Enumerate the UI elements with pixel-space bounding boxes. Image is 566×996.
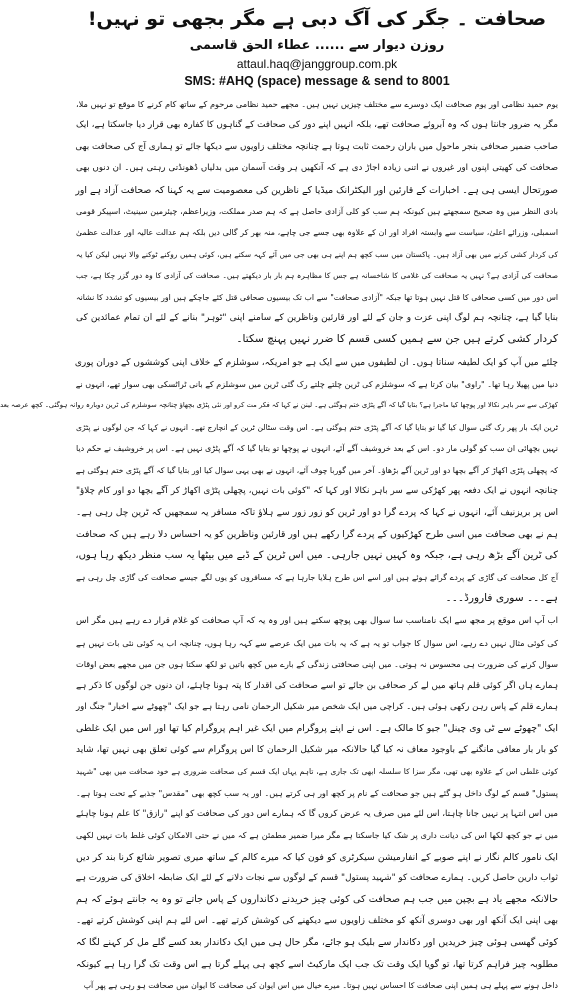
article-paragraph [76,611,558,996]
paragraph-line: اسمبلی، وزرائے اعلیٰ، سیاست سے وابستہ افراد اور ان کے علاوہ بھی جسے جی چاہے، منہ بھر کر گالی دیں بلکہ ہم عدالت عالیہ اور عدالت عظمیٰ [76,228,558,238]
paragraph-line: کو بار بار معافی مانگنے کے باوجود معاف نہ کیا گیا حالانکہ میر شکیل الرحمان کا اس پروگرام سے کوئی تعلق بھی نہیں تھا، شاید [76,744,558,755]
article-paragraph [76,94,558,351]
paragraph-line: بادی النظر میں وہ صحیح سمجھتے ہیں کیونکہ ہم سب کو کلی آزادی حاصل ہے کہ ہم صدر مملکت، وزیراعظم، چیئرمین سینیٹ، اسپیکر قومی [76,206,559,216]
paragraph-line: آج کل صحافت کی گاڑی کے پردے گرائے ہوئے ہیں اور اسے اس طرح ہلایا جارہا ہے کہ مسافروں کو یوں لگے جیسے صحافت کی گاڑی چل رہی ہے [76,572,558,582]
paragraph-line: میں اس انتہا پر نہیں جانا چاہتا، اس لئے میں صرف یہ عرض کروں گا کہ ہمارے اس دور کی صحافت کو اپنے "رازق" کا علم ہونا چاہئے [76,808,558,819]
paragraph-line: دنیا میں پھیلا رہا تھا۔ "راوی" بیان کرتا ہے کہ سوشلزم کی ٹرین چلتے چلتے رک گئی ٹرین میں سوشلزم کے بانی ٹراٹسکی بھی سوار تھے، انہوں نے [75,380,558,390]
sms-instructions: SMS: #AHQ (space) message & send to 8001 [184,74,450,88]
article-paragraph [0,353,558,610]
paragraph-line: ہم نے بھی صحافت میں اسی طرح کھڑکیوں کے پردے گرا رکھے ہیں اور قارئین وناظرین کو یہ احساس دلا رہے ہیں کہ صحافت [76,528,558,540]
paragraph-line: سوال کرنے کی ضرورت ہی محسوس نہ ہوتی۔ میں اپنی صحافتی زندگی کے بارے میں کچھ باتیں تو لکھ سکتا ہوں جن میں مجھے بعض اوقات [76,659,558,670]
paragraph-line: صحافت کی کھیتی اپنوں اور غیروں نے اتنی زیادہ اجاڑ دی ہے کہ آنکھیں ہر وقت آسمان میں بدلیاں ڈھونڈتی رہتی ہیں۔ ان دنوں بھی [76,163,558,174]
paragraph-line: کوئی غلطی اس کے علاوہ بھی تھی، مگر سزا کا سلسلہ ابھی تک جاری ہے، تاہم یہاں ایک قسم کی صحافت ضروری ہے خود صحافت میں بھی "شہید [76,767,558,777]
paragraph-line: نہیں بچھائی ان سب کو گولی مار دو۔ اس کے بعد خروشیف آگے آئے، انہوں نے پوچھا تو بتایا گیا کہ آگے پٹڑی نہیں ہے۔ اس پر خروشیف نے حکم دیا [76,444,558,454]
paragraph-line: کہ پچھلی پٹڑی اکھاڑ کر آگے بچھا دو اور ٹرین آگے بڑھاؤ۔ آخر میں گوربا چوف آئے، انہوں نے بھی یہی سوال کیا اور بتایا گیا کہ آگے پٹڑی ختم ہوگئی ہے [75,465,558,475]
paragraph-line: ایک نامور کالم نگار نے اپنے صوبے کے انفارمیشن سیکرٹری کو فون کیا کہ میرے کالم کے ساتھ میری تصویر شائع کرنا بند کر دیں [76,851,558,863]
paragraph-line: ہے۔۔۔ سوری فارورڈ۔۔۔ [445,591,558,604]
article-byline: روزن دیوار سے ...... عطاء الحق قاسمی [189,38,445,53]
paragraph-line: اس دور میں کسی صحافی کا قتل نہیں ہوتا تھا جبکہ "آزادی صحافت" سے اب تک بیسیوں صحافی قتل کئے جاچکے ہیں اور بیسیوں کو تشدد کا نشانہ [76,292,558,302]
paragraph-line: صاحب ضمیر صحافی بنجر ماحول میں باران رحمت ثابت ہوتا ہے چنانچہ مختلف زاویوں سے دیکھا جائے تو ہماری آج کی صحافت بھی [75,141,558,152]
paragraph-line: کوئی گھسی ہوئی چیز خریدیں اور دکاندار سے بلیک ہو جائے، مگر حال ہی میں ایک دکاندار بعد کسے گلے مل کر کہنے لگا کہ [76,937,558,949]
paragraph-line: چنانچہ انہوں نے ایک دفعہ پھر کھڑکی سے سر باہر نکالا اور کہا کہ "کوئی بات نہیں، پچھلی پٹڑی اکھاڑ کر آگے بچھا دو اور کام چلاؤ" [76,486,558,497]
paragraph-line: کی ٹرین آگے بڑھ رہی ہے، جبکہ وہ کہیں نہیں جارہی۔ میں اس ٹرین کے ڈبے میں بیٹھا یہ سب منظر دیکھ رہا ہوں، [75,550,558,562]
paragraph-line: بنایا گیا ہے، چنانچہ ہم لوگ اپنی عزت و جان کے لئے اور قارئین وناظرین کے سامنے اپنی "ٹوہر" بنانے کے لئے ان تمام عمائدین کی [76,312,558,323]
paragraph-line: اس پر بریزنیف آئے، انہوں نے کہا کہ پردے گرا دو اور ٹرین کو زور زور سے ہلاؤ تاکہ مسافر یہ سمجھیں کہ ٹرین چل رہی ہے۔ [76,507,558,519]
paragraph-line: ہمارے ہاں اگر کوئی قلم ہاتھ میں لے کر صحافی بن جائے تو اسے صحافت کی اقدار کا پتہ ہونا چاہئے، ان دنوں جن لوگوں کا ذکر ہے [76,680,558,691]
paragraph-line: کی کردار کشی کرنے میں بھی آزاد ہیں۔ پاکستان میں سب کچھ ہم اپنے ہی بھی جی میں آئے کہہ سکتے ہیں، کوئی ہمیں روکنے ٹوکنے والا نہیں لیکن کیا یہ [76,249,558,259]
paragraph-line: داخل ہونے سے پہلے ہی ہمیں اپنی صحافت کا احساس نہیں ہوتا۔ میرے خیال میں اس ایوان کی صحافت کا ایوان میں صحافت ہو رہی ہے پھر آپ [83,981,558,991]
paragraph-line: ہمارے قلم کے پاس رہن رکھی ہوئی ہیں۔ کراچی میں ایک شخص میر شکیل الرحمان نامی رہتا ہے جو ایک "چھوٹے سے اخبار" جنگ اور [76,701,558,712]
paragraph-line: پستول" قسم کے لوگ داخل ہو گئے ہیں جو صحافت کے نام پر کچھ اور ہی کرتے ہیں۔ اور یہ سب کچھ بھی "مقدس" جذبے کے تحت ہوتا ہے۔ [76,787,558,798]
paragraph-line: یوم حمید نظامی اور یوم صحافت ایک دوسرے سے مختلف چیزیں نہیں ہیں۔ مجھے حمید نظامی مرحوم کے ساتھ کام کرنے کا موقع تو نہیں ملا، [76,99,558,109]
paragraph-line: کی کوئی مثال نہیں دے رہے، اس سوال کا جواب تو یہ ہے کہ یہ بات میں ایک عرصے سے کہہ رہا ہوں، چنانچہ اب یہ کوئی نئی بات نہیں ہے [76,637,558,648]
paragraph-line: حالانکہ مجھے یاد ہے بچپن میں جب ہم صحافت کی کوئی چیز خریدنے دکانداروں کے پاس جاتے تو وہ یہ جانتے ہوئے کہ ہم [76,894,558,906]
paragraph-line: ٹرین ایک بار پھر رک گئی سوال کیا گیا تو بتایا گیا کہ آگے پٹڑی ختم ہوگئی ہے۔ اس وقت سٹالن ٹرین کے انچارج تھے۔ انہوں نے کہا کہ جن لوگوں نے پٹڑی [76,422,558,432]
author-email[interactable]: attaul.haq@janggroup.com.pk [236,57,398,71]
paragraph-line: چلئے میں آپ کو ایک لطیفہ سناتا ہوں۔ ان لطیفوں میں سے ایک ہے جو امریکہ، سوشلزم کے خلاف اپنی کوششوں کے دوران پوری [74,357,558,368]
paragraph-line: بھی اپنی ایک آنکھ اور بھی دوسری آنکھ کو مختلف زاویوں سے دیکھنے کی کوشش کرتے تھے۔ اس لئے ہم اپنی کوشش کرتے تھے۔ [76,915,558,926]
paragraph-line: کردار کشی کرتے ہیں جن سے ہمیں کسی قسم کا ضرر نہیں پہنچ سکتا۔ [236,333,558,346]
paragraph-line: کھڑکی سے سر باہر نکالا اور پوچھا کیا ماجرا ہے؟ بتایا گیا کہ آگے پٹڑی ختم ہوگئی ہے۔ لینن نے کہا کہ فکر مت کرو اور نئی پٹڑی بچھاؤ چنانچہ سوشلزم کی ٹرین دوبارہ روانہ ہوگئی۔ کچھ عرصہ بعد [0,401,558,410]
paragraph-line: ثواب دارین حاصل کریں۔ ہمارے صحافت کو "شہید پستول" قسم کے لوگوں سے نجات دلانے کے لئے ایک ضابطہ اخلاق کی ضرورت ہے [75,873,558,884]
article-body [0,94,559,996]
paragraph-line: اب آپ اس موقع پر مجھ سے ایک نامناسب سا سوال بھی پوچھ سکتے ہیں اور وہ یہ کہ آپ صحافت کو غلام قرار دے رہے ہیں مگر اس [76,616,558,627]
paragraph-line: ایک "چھوٹے سے ٹی وی چینل" جیو کا مالک ہے۔ اس نے اپنے پروگرام میں ایک غیر اہم پروگرام کیا تھا اور اس میں ایک غلطی [76,723,558,735]
paragraph-line: صورتحال ایسی ہی ہے۔ اخبارات کے قارئین اور الیکٹرانک میڈیا کے ناظرین کی معصومیت سے یہ کہنا کہ صحافت آزاد ہے اور [75,184,558,196]
paragraph-line: مگر یہ ضرور جانتا ہوں کہ وہ آبروئے صحافت تھے، بلکہ انہیں اپنے دور کی صحافت کے گناہوں کا کفارہ بھی قرار دیا جاسکتا ہے، ایک [76,120,558,131]
article-headline: صحافت ۔ جگر کی آگ دبی ہے مگر بجھی تو نہیں! [87,8,547,30]
paragraph-line: میں نے جو کچھ لکھا اس کی دیانت داری پر شک کیا جاسکتا ہے مگر میرا ضمیر مطمئن ہے کہ میں نے حتی الامکان کوئی غلط بات نہیں لکھی [76,830,558,841]
paragraph-line: صحافت کی آزادی ہے؟ نہیں یہ صحافت کی غلامی کا شاخسانہ ہے جس کا مظاہرہ ہم بار بار دیکھتے ہیں۔ صحافت کی آزادی کا وہ دور گزر چکا ہے، جب [76,271,558,281]
paragraph-line: مطلوبہ چیز فراہم کرتا تھا، تو گویا ایک وقت تک جب ایک مارکیٹ اسے کچھ ہی پہلے گرتا ہے اس وقت تک گرا رہا ہے کیونکہ [76,958,558,970]
